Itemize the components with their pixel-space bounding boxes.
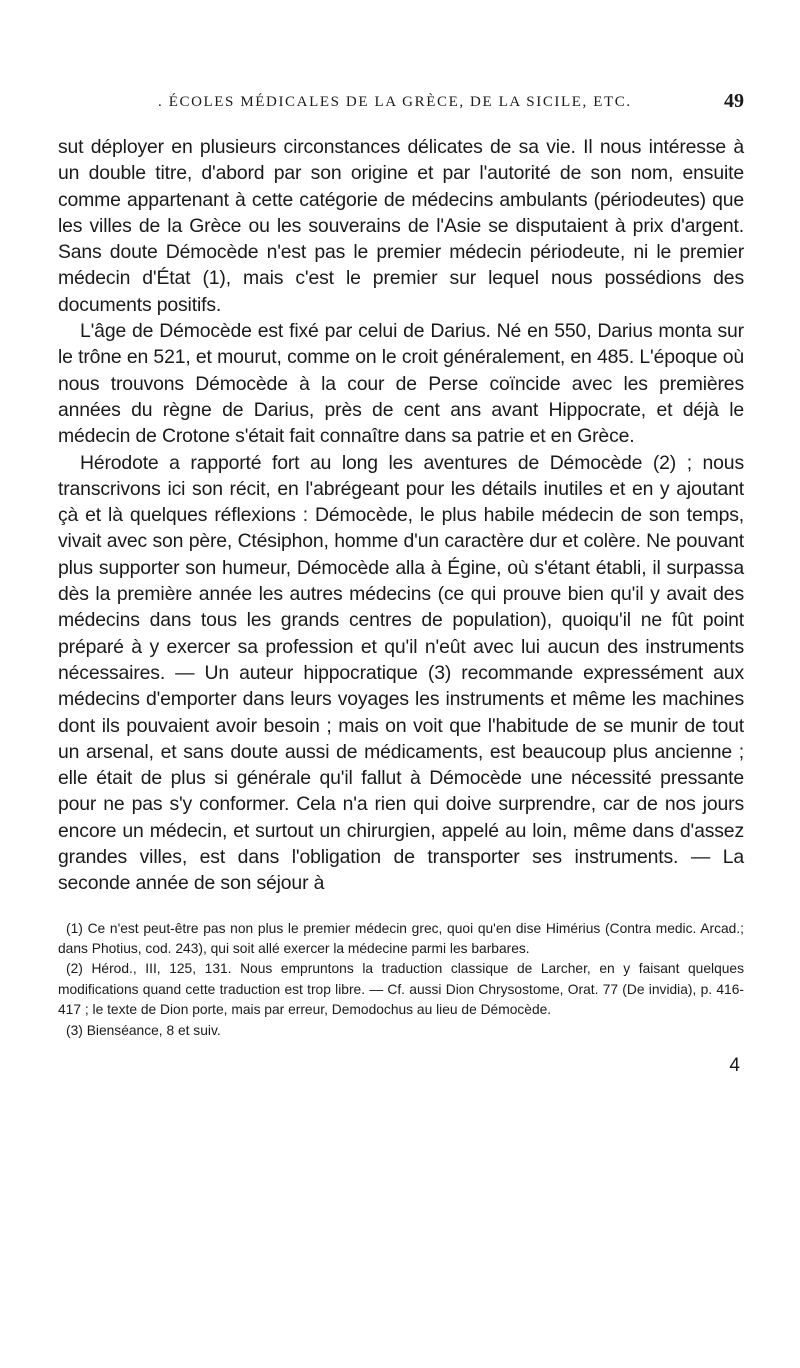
footnote-2: (2) Hérod., III, 125, 131. Nous empruntons la traduction classique de Larcher, en y faisant quelques modifications quand cette traduction est trop libre. — Cf. aussi Dion Chrysostome, Orat. 77 (De invidia), p. 416-417 ; le texte de Dion porte, mais par erreur, Demodochus au lieu de Démocède. xyxy=(58,961,744,1018)
footnotes xyxy=(58,919,744,1041)
running-head-title: . ÉCOLES MÉDICALES DE LA GRÈCE, DE LA SICILE, ETC. xyxy=(158,94,632,110)
book-page xyxy=(58,90,744,1077)
footnote-3: (3) Bienséance, 8 et suiv. xyxy=(66,1022,221,1038)
page-number: 49 xyxy=(724,90,744,112)
paragraph-3: Hérodote a rapporté fort au long les aventures de Démocède (2) ; nous transcrivons ici son récit, en l'abrégeant pour les détails inutiles et en y ajoutant çà et là quelques réflexions : Démocède, le plus habile médecin de son temps, vivait avec son père, Ctésiphon, homme d'un caractère dur et colère. Ne pouvant plus supporter son humeur, Démocède alla à Égine, où s'étant établi, il surpassa dès la première année les autres médecins (ce qui prouve bien qu'il y avait des médecins dans tous les grands centres de population), quoiqu'il ne fût point préparé à y exercer sa profession et qu'il n'eût avec lui aucun des instruments nécessaires. — Un auteur hippocratique (3) recommande expressément aux médecins d'emporter dans leurs voyages les instruments et même les machines dont ils pouvaient avoir besoin ; mais on voit que l'habitude de se munir de tout un arsenal, et sans doute aussi de médicaments, est beaucoup plus ancienne ; elle était de plus si générale qu'il fallut à Démocède une nécessité pressante pour ne pas s'y conformer. Cela n'a rien qui doive surprendre, car de nos jours encore un médecin, et surtout un chirurgien, appelé au loin, même dans d'assez grandes villes, est dans l'obligation de transporter ses instruments. — La seconde année de son séjour à xyxy=(58,451,744,895)
footnote-area xyxy=(58,919,744,1077)
running-head xyxy=(58,90,744,120)
footnote-1: (1) Ce n'est peut-être pas non plus le premier médecin grec, quoi qu'en dise Himérius (Contra medic. Arcad.; dans Photius, cod. 243), qui soit allé exercer la médecine parmi les barbares. xyxy=(58,920,744,957)
paragraph-1: sut déployer en plusieurs circonstances délicates de sa vie. Il nous intéresse à un double titre, d'abord par son origine et par l'autorité de son nom, ensuite comme appartenant à cette catégorie de médecins ambulants (périodeutes) que les villes de la Grèce ou les souverains de l'Asie se disputaient à prix d'argent. Sans doute Démocède n'est pas le premier médecin périodeute, ni le premier médecin d'État (1), mais c'est le premier sur lequel nous possédions des documents positifs. xyxy=(58,136,744,316)
paragraph-2: L'âge de Démocède est fixé par celui de Darius. Né en 550, Darius monta sur le trône en 521, et mourut, comme on le croit généralement, en 485. L'époque où nous trouvons Démocède à la cour de Perse coïncide avec les premières années du règne de Darius, près de cent ans avant Hippocrate, et déjà le médecin de Crotone s'était fait connaître dans sa patrie et en Grèce. xyxy=(58,320,744,448)
body-text xyxy=(58,134,744,897)
signature-mark: 4 xyxy=(729,1055,740,1077)
